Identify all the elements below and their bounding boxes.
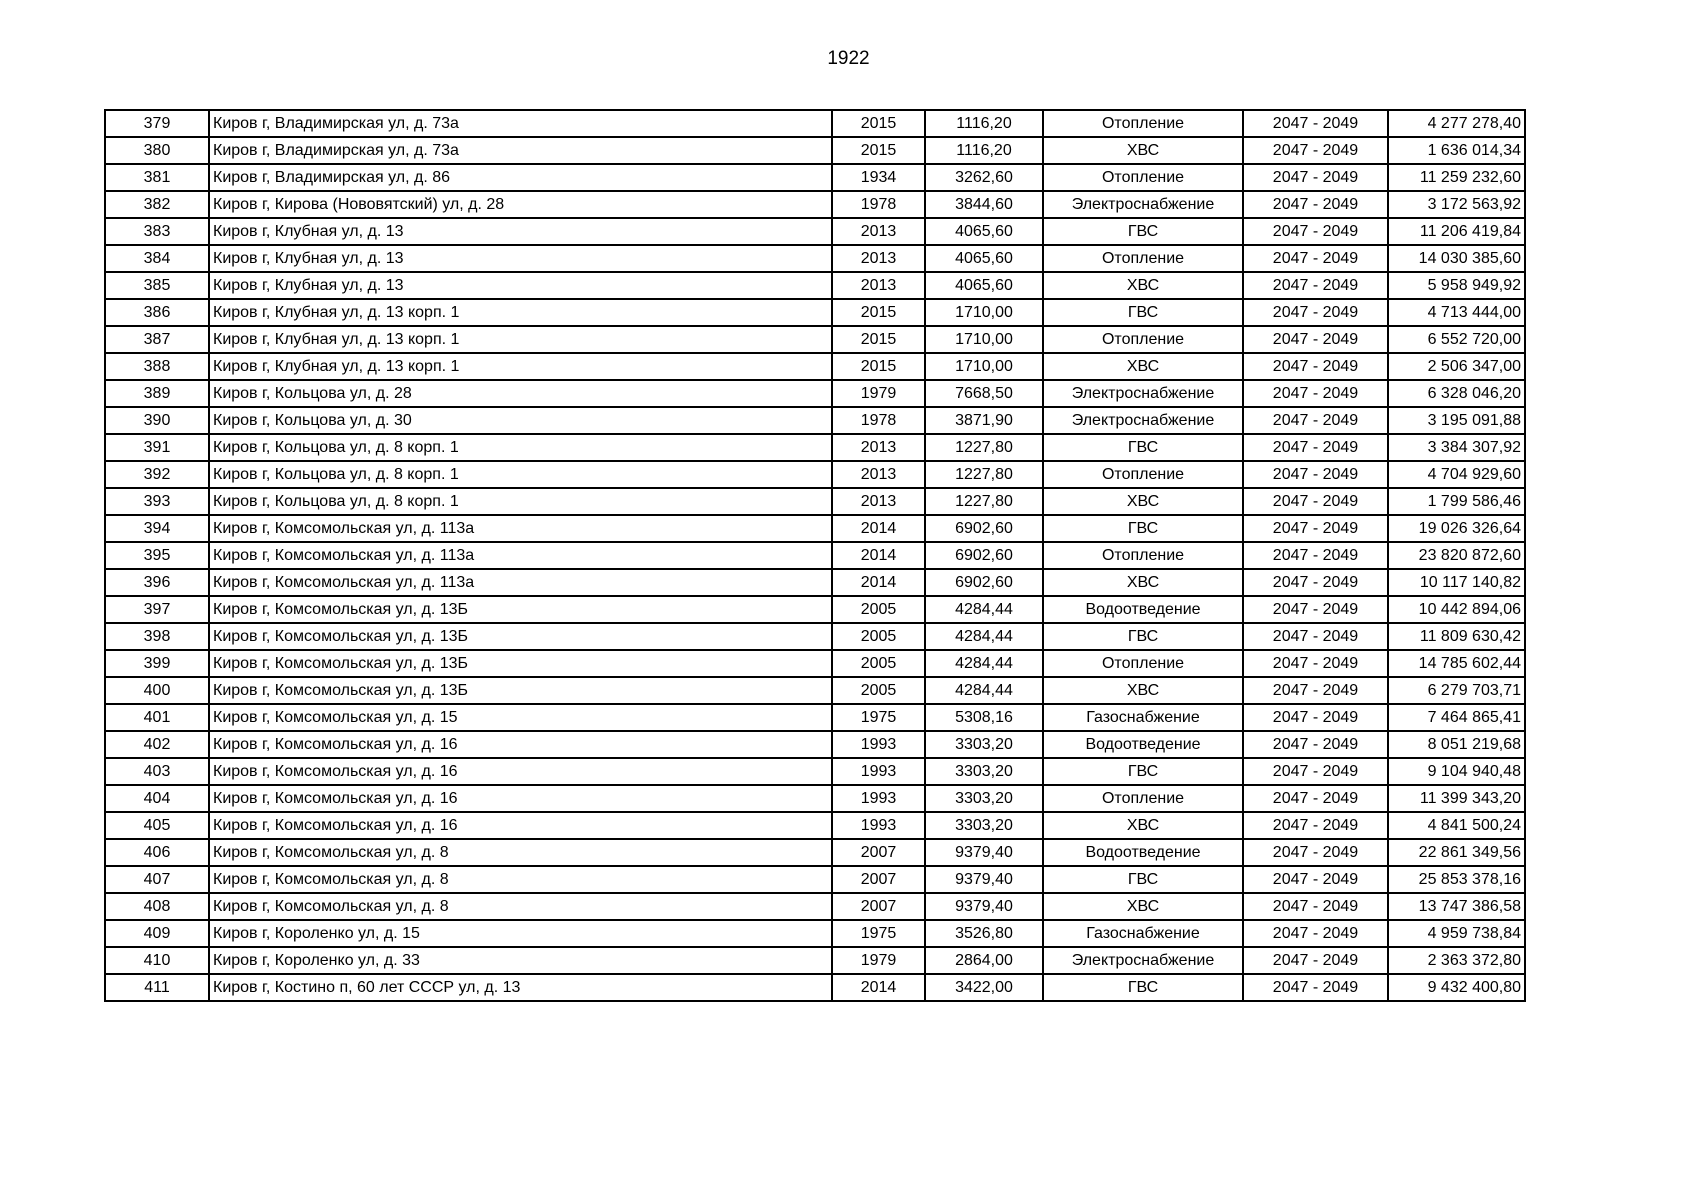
build-year-cell: 2007 — [832, 893, 925, 920]
table-body — [105, 110, 1525, 1001]
service-type-cell: Водоотведение — [1043, 596, 1243, 623]
service-type-cell: Электроснабжение — [1043, 191, 1243, 218]
build-year-cell: 1978 — [832, 407, 925, 434]
row-number-cell: 403 — [105, 758, 209, 785]
row-number-cell: 379 — [105, 110, 209, 137]
table-row — [105, 623, 1525, 650]
area-cell: 1710,00 — [925, 299, 1043, 326]
period-cell: 2047 - 2049 — [1243, 596, 1388, 623]
row-number-cell: 398 — [105, 623, 209, 650]
period-cell: 2047 - 2049 — [1243, 839, 1388, 866]
service-type-cell: Электроснабжение — [1043, 947, 1243, 974]
period-cell: 2047 - 2049 — [1243, 920, 1388, 947]
address-cell: Киров г, Комсомольская ул, д. 13Б — [209, 623, 832, 650]
address-cell: Киров г, Кольцова ул, д. 30 — [209, 407, 832, 434]
service-type-cell: Отопление — [1043, 461, 1243, 488]
build-year-cell: 2007 — [832, 839, 925, 866]
area-cell: 4065,60 — [925, 272, 1043, 299]
service-type-cell: ХВС — [1043, 893, 1243, 920]
service-type-cell: ХВС — [1043, 137, 1243, 164]
address-cell: Киров г, Клубная ул, д. 13 — [209, 245, 832, 272]
build-year-cell: 1934 — [832, 164, 925, 191]
cost-cell: 1 636 014,34 — [1388, 137, 1525, 164]
build-year-cell: 1979 — [832, 947, 925, 974]
cost-cell: 6 279 703,71 — [1388, 677, 1525, 704]
service-type-cell: ГВС — [1043, 974, 1243, 1001]
row-number-cell: 390 — [105, 407, 209, 434]
build-year-cell: 2013 — [832, 434, 925, 461]
service-type-cell: Отопление — [1043, 650, 1243, 677]
area-cell: 6902,60 — [925, 569, 1043, 596]
table-row — [105, 461, 1525, 488]
cost-cell: 13 747 386,58 — [1388, 893, 1525, 920]
row-number-cell: 407 — [105, 866, 209, 893]
row-number-cell: 395 — [105, 542, 209, 569]
address-cell: Киров г, Комсомольская ул, д. 13Б — [209, 650, 832, 677]
address-cell: Киров г, Комсомольская ул, д. 16 — [209, 785, 832, 812]
service-type-cell: Водоотведение — [1043, 731, 1243, 758]
address-cell: Киров г, Клубная ул, д. 13 корп. 1 — [209, 353, 832, 380]
address-cell: Киров г, Комсомольская ул, д. 13Б — [209, 677, 832, 704]
cost-cell: 7 464 865,41 — [1388, 704, 1525, 731]
area-cell: 1710,00 — [925, 326, 1043, 353]
build-year-cell: 2015 — [832, 110, 925, 137]
cost-cell: 3 384 307,92 — [1388, 434, 1525, 461]
build-year-cell: 2015 — [832, 137, 925, 164]
address-cell: Киров г, Комсомольская ул, д. 113а — [209, 569, 832, 596]
row-number-cell: 397 — [105, 596, 209, 623]
row-number-cell: 400 — [105, 677, 209, 704]
period-cell: 2047 - 2049 — [1243, 704, 1388, 731]
area-cell: 4065,60 — [925, 245, 1043, 272]
build-year-cell: 2013 — [832, 461, 925, 488]
service-type-cell: ГВС — [1043, 623, 1243, 650]
service-type-cell: ГВС — [1043, 218, 1243, 245]
service-type-cell: ГВС — [1043, 866, 1243, 893]
period-cell: 2047 - 2049 — [1243, 515, 1388, 542]
table-row — [105, 812, 1525, 839]
row-number-cell: 380 — [105, 137, 209, 164]
area-cell: 3303,20 — [925, 812, 1043, 839]
cost-cell: 4 841 500,24 — [1388, 812, 1525, 839]
address-cell: Киров г, Короленко ул, д. 15 — [209, 920, 832, 947]
build-year-cell: 2013 — [832, 272, 925, 299]
row-number-cell: 386 — [105, 299, 209, 326]
address-cell: Киров г, Комсомольская ул, д. 8 — [209, 866, 832, 893]
table-row — [105, 137, 1525, 164]
cost-cell: 1 799 586,46 — [1388, 488, 1525, 515]
period-cell: 2047 - 2049 — [1243, 785, 1388, 812]
address-cell: Киров г, Комсомольская ул, д. 113а — [209, 515, 832, 542]
period-cell: 2047 - 2049 — [1243, 623, 1388, 650]
cost-cell: 6 552 720,00 — [1388, 326, 1525, 353]
build-year-cell: 1993 — [832, 785, 925, 812]
table-row — [105, 569, 1525, 596]
build-year-cell: 2005 — [832, 623, 925, 650]
cost-cell: 6 328 046,20 — [1388, 380, 1525, 407]
area-cell: 3303,20 — [925, 785, 1043, 812]
service-type-cell: ХВС — [1043, 569, 1243, 596]
row-number-cell: 394 — [105, 515, 209, 542]
build-year-cell: 2005 — [832, 596, 925, 623]
period-cell: 2047 - 2049 — [1243, 272, 1388, 299]
area-cell: 3871,90 — [925, 407, 1043, 434]
registry-table — [104, 109, 1526, 1002]
cost-cell: 4 704 929,60 — [1388, 461, 1525, 488]
service-type-cell: Отопление — [1043, 326, 1243, 353]
cost-cell: 25 853 378,16 — [1388, 866, 1525, 893]
address-cell: Киров г, Комсомольская ул, д. 16 — [209, 758, 832, 785]
area-cell: 9379,40 — [925, 893, 1043, 920]
address-cell: Киров г, Кольцова ул, д. 8 корп. 1 — [209, 488, 832, 515]
table-row — [105, 272, 1525, 299]
row-number-cell: 393 — [105, 488, 209, 515]
row-number-cell: 399 — [105, 650, 209, 677]
period-cell: 2047 - 2049 — [1243, 542, 1388, 569]
table-row — [105, 488, 1525, 515]
cost-cell: 4 713 444,00 — [1388, 299, 1525, 326]
table-row — [105, 380, 1525, 407]
cost-cell: 22 861 349,56 — [1388, 839, 1525, 866]
table-row — [105, 893, 1525, 920]
address-cell: Киров г, Клубная ул, д. 13 корп. 1 — [209, 326, 832, 353]
row-number-cell: 389 — [105, 380, 209, 407]
address-cell: Киров г, Владимирская ул, д. 73а — [209, 137, 832, 164]
area-cell: 1227,80 — [925, 434, 1043, 461]
build-year-cell: 1993 — [832, 812, 925, 839]
area-cell: 4065,60 — [925, 218, 1043, 245]
row-number-cell: 411 — [105, 974, 209, 1001]
table-row — [105, 677, 1525, 704]
table-row — [105, 758, 1525, 785]
cost-cell: 4 959 738,84 — [1388, 920, 1525, 947]
cost-cell: 10 442 894,06 — [1388, 596, 1525, 623]
table-row — [105, 164, 1525, 191]
service-type-cell: ХВС — [1043, 488, 1243, 515]
row-number-cell: 382 — [105, 191, 209, 218]
period-cell: 2047 - 2049 — [1243, 380, 1388, 407]
period-cell: 2047 - 2049 — [1243, 407, 1388, 434]
address-cell: Киров г, Владимирская ул, д. 73а — [209, 110, 832, 137]
area-cell: 1227,80 — [925, 461, 1043, 488]
area-cell: 1710,00 — [925, 353, 1043, 380]
period-cell: 2047 - 2049 — [1243, 758, 1388, 785]
row-number-cell: 410 — [105, 947, 209, 974]
address-cell: Киров г, Комсомольская ул, д. 8 — [209, 893, 832, 920]
service-type-cell: Газоснабжение — [1043, 920, 1243, 947]
table-row — [105, 542, 1525, 569]
service-type-cell: ГВС — [1043, 299, 1243, 326]
service-type-cell: Электроснабжение — [1043, 407, 1243, 434]
table-row — [105, 920, 1525, 947]
cost-cell: 2 363 372,80 — [1388, 947, 1525, 974]
period-cell: 2047 - 2049 — [1243, 137, 1388, 164]
row-number-cell: 391 — [105, 434, 209, 461]
service-type-cell: Газоснабжение — [1043, 704, 1243, 731]
build-year-cell: 2015 — [832, 353, 925, 380]
address-cell: Киров г, Комсомольская ул, д. 8 — [209, 839, 832, 866]
build-year-cell: 2014 — [832, 515, 925, 542]
service-type-cell: ХВС — [1043, 272, 1243, 299]
service-type-cell: Водоотведение — [1043, 839, 1243, 866]
table-row — [105, 326, 1525, 353]
table-row — [105, 515, 1525, 542]
table-row — [105, 110, 1525, 137]
row-number-cell: 396 — [105, 569, 209, 596]
cost-cell: 10 117 140,82 — [1388, 569, 1525, 596]
address-cell: Киров г, Клубная ул, д. 13 — [209, 272, 832, 299]
period-cell: 2047 - 2049 — [1243, 326, 1388, 353]
period-cell: 2047 - 2049 — [1243, 488, 1388, 515]
service-type-cell: ХВС — [1043, 677, 1243, 704]
address-cell: Киров г, Костино п, 60 лет СССР ул, д. 13 — [209, 974, 832, 1001]
build-year-cell: 1975 — [832, 920, 925, 947]
row-number-cell: 408 — [105, 893, 209, 920]
period-cell: 2047 - 2049 — [1243, 191, 1388, 218]
cost-cell: 11 259 232,60 — [1388, 164, 1525, 191]
row-number-cell: 381 — [105, 164, 209, 191]
service-type-cell: Отопление — [1043, 245, 1243, 272]
row-number-cell: 405 — [105, 812, 209, 839]
period-cell: 2047 - 2049 — [1243, 353, 1388, 380]
service-type-cell: Электроснабжение — [1043, 380, 1243, 407]
period-cell: 2047 - 2049 — [1243, 218, 1388, 245]
service-type-cell: Отопление — [1043, 110, 1243, 137]
table-row — [105, 299, 1525, 326]
build-year-cell: 2013 — [832, 218, 925, 245]
area-cell: 3422,00 — [925, 974, 1043, 1001]
cost-cell: 4 277 278,40 — [1388, 110, 1525, 137]
area-cell: 3844,60 — [925, 191, 1043, 218]
area-cell: 6902,60 — [925, 515, 1043, 542]
address-cell: Киров г, Комсомольская ул, д. 16 — [209, 812, 832, 839]
address-cell: Киров г, Кирова (Нововятский) ул, д. 28 — [209, 191, 832, 218]
area-cell: 3303,20 — [925, 758, 1043, 785]
service-type-cell: ХВС — [1043, 812, 1243, 839]
area-cell: 2864,00 — [925, 947, 1043, 974]
service-type-cell: ГВС — [1043, 758, 1243, 785]
table-row — [105, 704, 1525, 731]
period-cell: 2047 - 2049 — [1243, 650, 1388, 677]
area-cell: 9379,40 — [925, 839, 1043, 866]
build-year-cell: 2014 — [832, 974, 925, 1001]
table-row — [105, 245, 1525, 272]
build-year-cell: 2014 — [832, 569, 925, 596]
table-row — [105, 191, 1525, 218]
row-number-cell: 385 — [105, 272, 209, 299]
period-cell: 2047 - 2049 — [1243, 812, 1388, 839]
table-row — [105, 974, 1525, 1001]
service-type-cell: Отопление — [1043, 542, 1243, 569]
area-cell: 4284,44 — [925, 596, 1043, 623]
area-cell: 1116,20 — [925, 137, 1043, 164]
cost-cell: 3 172 563,92 — [1388, 191, 1525, 218]
address-cell: Киров г, Комсомольская ул, д. 15 — [209, 704, 832, 731]
area-cell: 3526,80 — [925, 920, 1043, 947]
service-type-cell: Отопление — [1043, 164, 1243, 191]
build-year-cell: 1978 — [832, 191, 925, 218]
cost-cell: 3 195 091,88 — [1388, 407, 1525, 434]
cost-cell: 11 399 343,20 — [1388, 785, 1525, 812]
period-cell: 2047 - 2049 — [1243, 866, 1388, 893]
address-cell: Киров г, Кольцова ул, д. 8 корп. 1 — [209, 434, 832, 461]
area-cell: 6902,60 — [925, 542, 1043, 569]
row-number-cell: 402 — [105, 731, 209, 758]
period-cell: 2047 - 2049 — [1243, 893, 1388, 920]
period-cell: 2047 - 2049 — [1243, 245, 1388, 272]
table-row — [105, 434, 1525, 461]
period-cell: 2047 - 2049 — [1243, 569, 1388, 596]
build-year-cell: 2013 — [832, 488, 925, 515]
table-row — [105, 866, 1525, 893]
table-row — [105, 650, 1525, 677]
address-cell: Киров г, Комсомольская ул, д. 13Б — [209, 596, 832, 623]
period-cell: 2047 - 2049 — [1243, 164, 1388, 191]
cost-cell: 23 820 872,60 — [1388, 542, 1525, 569]
table-row — [105, 407, 1525, 434]
area-cell: 3303,20 — [925, 731, 1043, 758]
row-number-cell: 401 — [105, 704, 209, 731]
build-year-cell: 2014 — [832, 542, 925, 569]
row-number-cell: 406 — [105, 839, 209, 866]
build-year-cell: 2013 — [832, 245, 925, 272]
service-type-cell: Отопление — [1043, 785, 1243, 812]
row-number-cell: 409 — [105, 920, 209, 947]
row-number-cell: 392 — [105, 461, 209, 488]
build-year-cell: 1993 — [832, 731, 925, 758]
area-cell: 3262,60 — [925, 164, 1043, 191]
cost-cell: 14 030 385,60 — [1388, 245, 1525, 272]
table-row — [105, 596, 1525, 623]
build-year-cell: 2015 — [832, 326, 925, 353]
period-cell: 2047 - 2049 — [1243, 974, 1388, 1001]
service-type-cell: ГВС — [1043, 515, 1243, 542]
period-cell: 2047 - 2049 — [1243, 461, 1388, 488]
area-cell: 5308,16 — [925, 704, 1043, 731]
build-year-cell: 2005 — [832, 650, 925, 677]
table-row — [105, 947, 1525, 974]
build-year-cell: 1979 — [832, 380, 925, 407]
row-number-cell: 404 — [105, 785, 209, 812]
build-year-cell: 1993 — [832, 758, 925, 785]
cost-cell: 2 506 347,00 — [1388, 353, 1525, 380]
service-type-cell: ГВС — [1043, 434, 1243, 461]
cost-cell: 19 026 326,64 — [1388, 515, 1525, 542]
period-cell: 2047 - 2049 — [1243, 947, 1388, 974]
area-cell: 9379,40 — [925, 866, 1043, 893]
area-cell: 4284,44 — [925, 623, 1043, 650]
address-cell: Киров г, Клубная ул, д. 13 — [209, 218, 832, 245]
cost-cell: 9 432 400,80 — [1388, 974, 1525, 1001]
cost-cell: 14 785 602,44 — [1388, 650, 1525, 677]
period-cell: 2047 - 2049 — [1243, 731, 1388, 758]
build-year-cell: 1975 — [832, 704, 925, 731]
row-number-cell: 387 — [105, 326, 209, 353]
address-cell: Киров г, Владимирская ул, д. 86 — [209, 164, 832, 191]
cost-cell: 9 104 940,48 — [1388, 758, 1525, 785]
table-row — [105, 785, 1525, 812]
build-year-cell: 2005 — [832, 677, 925, 704]
cost-cell: 5 958 949,92 — [1388, 272, 1525, 299]
row-number-cell: 388 — [105, 353, 209, 380]
address-cell: Киров г, Кольцова ул, д. 28 — [209, 380, 832, 407]
address-cell: Киров г, Комсомольская ул, д. 113а — [209, 542, 832, 569]
area-cell: 4284,44 — [925, 677, 1043, 704]
table-row — [105, 353, 1525, 380]
period-cell: 2047 - 2049 — [1243, 434, 1388, 461]
build-year-cell: 2007 — [832, 866, 925, 893]
address-cell: Киров г, Кольцова ул, д. 8 корп. 1 — [209, 461, 832, 488]
address-cell: Киров г, Клубная ул, д. 13 корп. 1 — [209, 299, 832, 326]
service-type-cell: ХВС — [1043, 353, 1243, 380]
area-cell: 1116,20 — [925, 110, 1043, 137]
row-number-cell: 384 — [105, 245, 209, 272]
address-cell: Киров г, Короленко ул, д. 33 — [209, 947, 832, 974]
page-number: 1922 — [827, 48, 870, 69]
area-cell: 7668,50 — [925, 380, 1043, 407]
table-row — [105, 839, 1525, 866]
build-year-cell: 2015 — [832, 299, 925, 326]
table-row — [105, 731, 1525, 758]
area-cell: 1227,80 — [925, 488, 1043, 515]
period-cell: 2047 - 2049 — [1243, 677, 1388, 704]
period-cell: 2047 - 2049 — [1243, 299, 1388, 326]
period-cell: 2047 - 2049 — [1243, 110, 1388, 137]
cost-cell: 8 051 219,68 — [1388, 731, 1525, 758]
cost-cell: 11 809 630,42 — [1388, 623, 1525, 650]
table-row — [105, 218, 1525, 245]
cost-cell: 11 206 419,84 — [1388, 218, 1525, 245]
area-cell: 4284,44 — [925, 650, 1043, 677]
row-number-cell: 383 — [105, 218, 209, 245]
address-cell: Киров г, Комсомольская ул, д. 16 — [209, 731, 832, 758]
